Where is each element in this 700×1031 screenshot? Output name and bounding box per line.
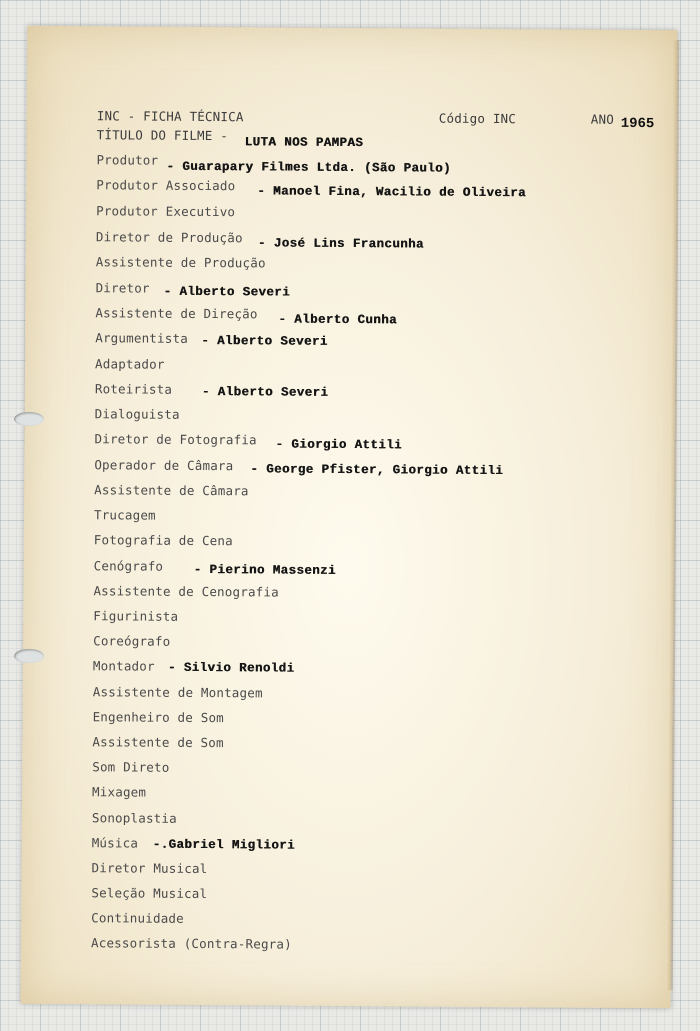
field-label: Dialoguista — [94, 406, 180, 422]
year-value: 1965 — [620, 115, 655, 133]
field-value: - George Pfister, Giorgio Attili — [250, 462, 504, 479]
field-label: Figurinista — [93, 608, 179, 624]
field-label: Assistente de Montagem — [92, 684, 263, 701]
field-label: Produtor — [96, 152, 159, 168]
field-value: - Silvio Renoldi — [167, 660, 295, 676]
field-label: Acessorista (Contra-Regra) — [90, 935, 292, 952]
field-value: - Alberto Severi — [201, 333, 328, 349]
field-label: Argumentista — [95, 330, 189, 346]
field-label: Sonoplastia — [91, 810, 177, 826]
field-label: Assistente de Direção — [95, 305, 258, 322]
document-sheet — [21, 26, 678, 1009]
paper-edge-shadow — [667, 40, 680, 990]
punch-hole — [14, 412, 44, 426]
field-value: -.Gabriel Migliori — [152, 837, 295, 853]
field-label: Mixagem — [92, 784, 147, 800]
field-label: Cenógrafo — [93, 558, 164, 574]
field-value: - Giorgio Attili — [275, 437, 402, 453]
field-value: - Guarapary Filmes Ltda. (São Paulo) — [166, 159, 451, 176]
field-label: Roteirista — [94, 381, 173, 397]
field-label: Diretor — [95, 280, 150, 296]
field-label: Fotografia de Cena — [93, 532, 233, 549]
form-header-title: INC - FICHA TÉCNICA — [96, 108, 244, 125]
field-label: Trucagem — [93, 507, 156, 523]
field-value: - Pierino Massenzi — [193, 562, 336, 578]
year-label: ANO — [590, 111, 615, 127]
field-value: - Alberto Severi — [201, 384, 329, 400]
field-label: Diretor de Fotografia — [94, 431, 257, 448]
field-label: Operador de Câmara — [94, 457, 234, 474]
field-value: - Alberto Severi — [163, 284, 291, 300]
field-value: - José Lins Francunha — [257, 236, 424, 252]
field-label: Adaptador — [95, 356, 165, 372]
field-label: Diretor de Produção — [95, 229, 243, 246]
field-label: Coreógrafo — [93, 633, 171, 649]
field-label: Assistente de Som — [92, 734, 224, 751]
field-value: - Manoel Fina, Wacilio de Oliveira — [257, 184, 526, 201]
field-label: Diretor Musical — [91, 860, 208, 877]
film-title-value: LUTA NOS PAMPAS — [244, 135, 364, 151]
field-label: Som Direto — [92, 759, 170, 775]
code-label: Código INC — [438, 110, 517, 127]
field-label: Engenheiro de Som — [92, 709, 224, 726]
field-label: Assistente de Câmara — [94, 482, 249, 499]
field-label: Continuidade — [91, 910, 184, 926]
film-title-label: TÍTULO DO FILME - — [96, 127, 229, 144]
field-label: Assistente de Cenografia — [93, 583, 279, 600]
field-label: Música — [91, 835, 139, 851]
field-label: Montador — [92, 658, 155, 674]
field-label: Produtor Associado — [96, 177, 236, 194]
punch-hole — [14, 649, 44, 663]
field-label: Seleção Musical — [91, 885, 208, 902]
field-label: Assistente de Produção — [95, 254, 266, 271]
field-label: Produtor Executivo — [96, 203, 236, 220]
field-value: - Alberto Cunha — [278, 312, 397, 328]
